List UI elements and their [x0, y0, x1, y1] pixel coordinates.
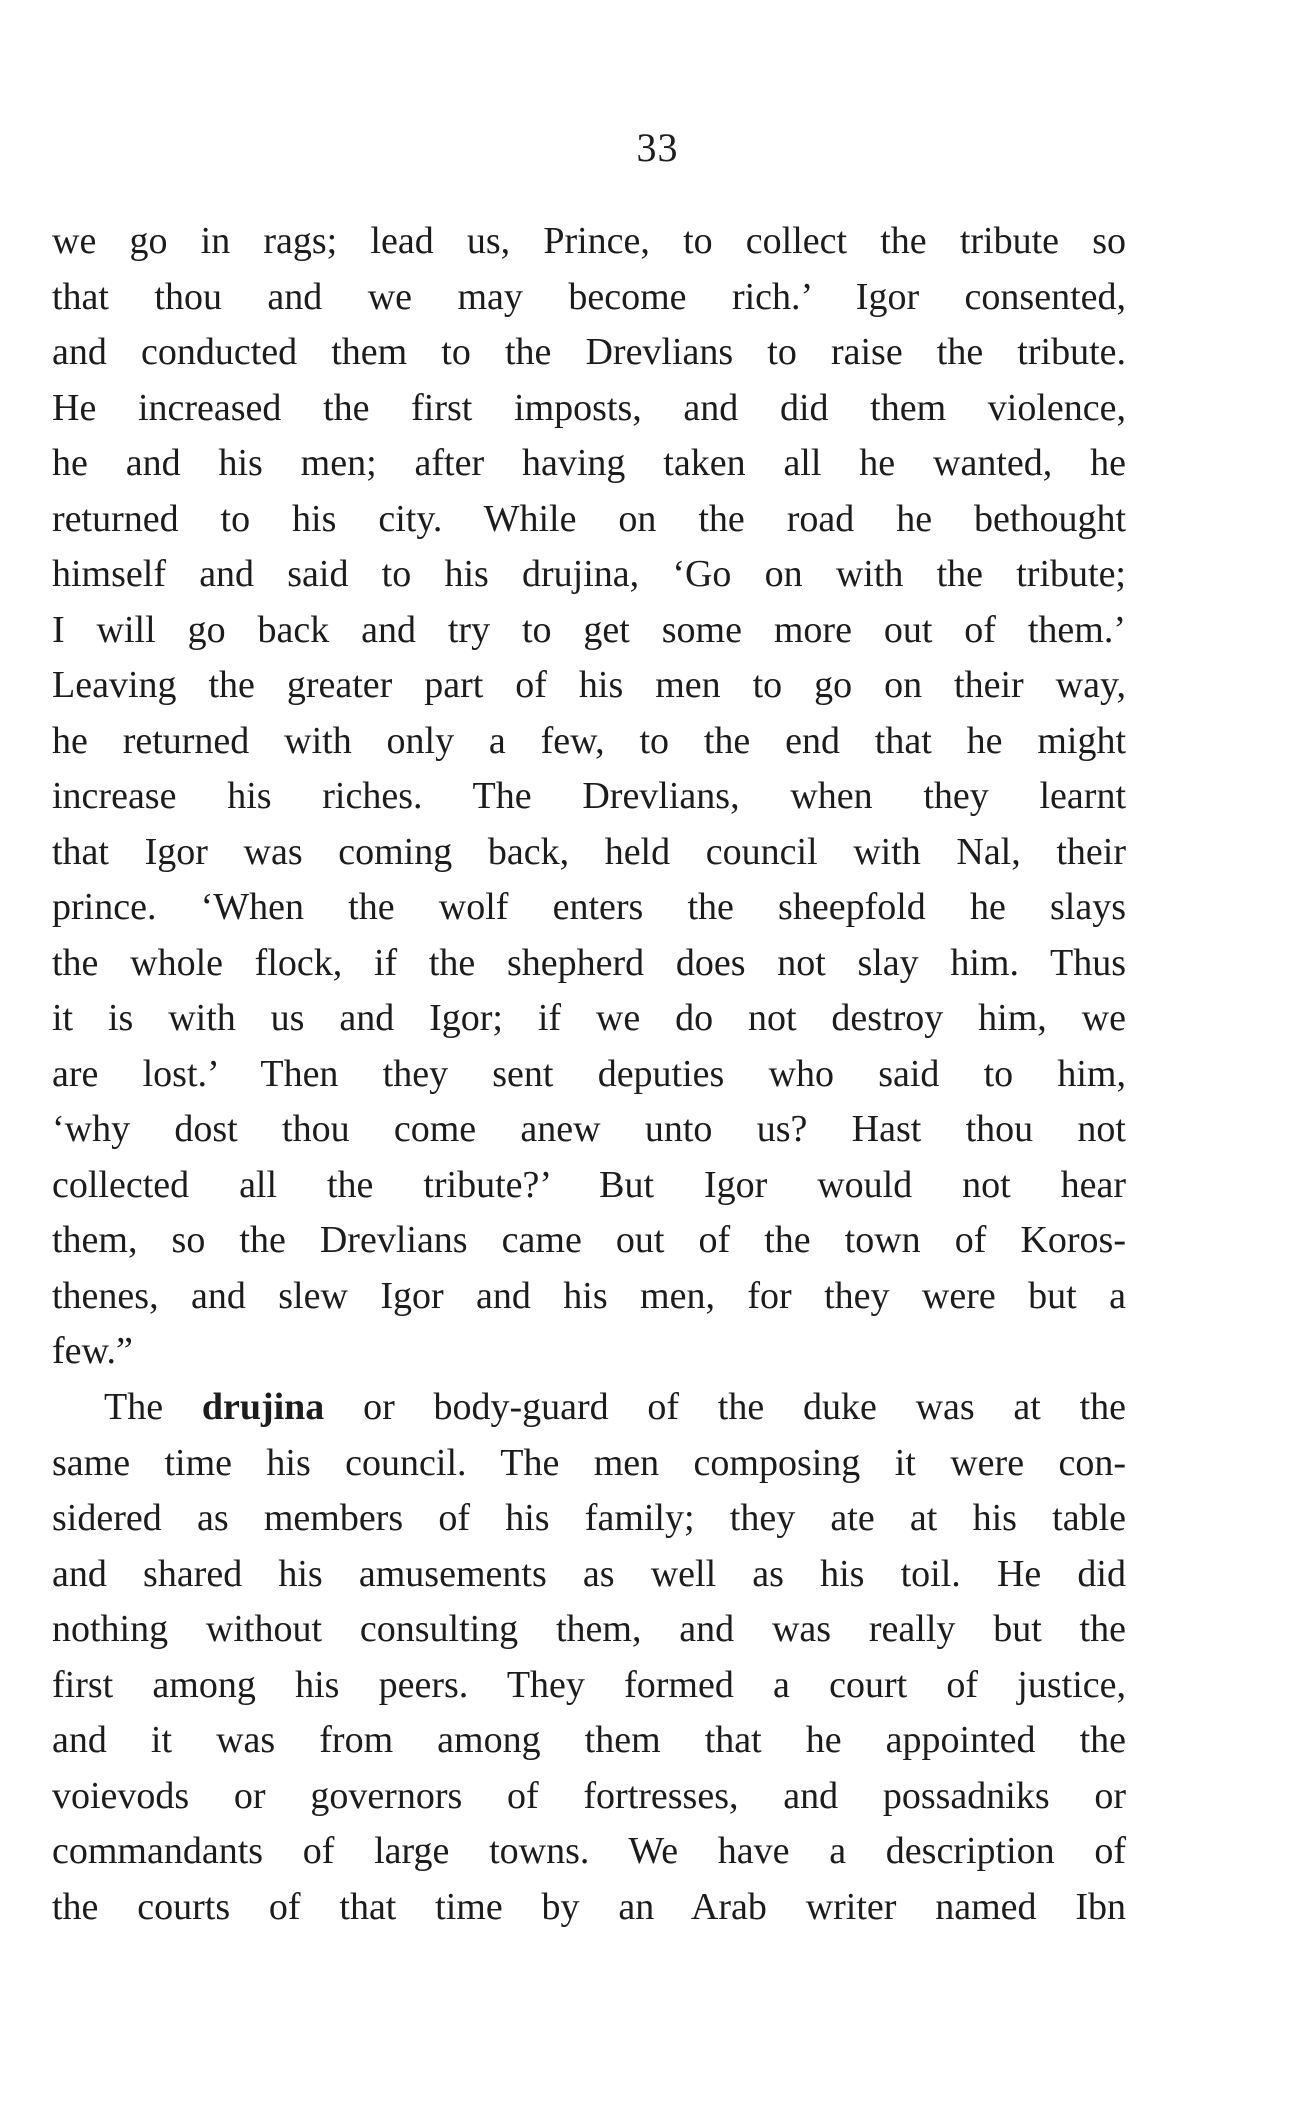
text-line: that thou and we may become rich.’ Igor consented, [52, 275, 1126, 318]
text-line: and it was from among them that he appointed the [52, 1719, 1126, 1761]
text-line: it is with us and Igor; if we do not destroy him, we [52, 997, 1126, 1039]
text-line: nothing without consulting them, and was really but the [52, 1608, 1126, 1650]
text-line: Leaving the greater part of his men to go on their way, [52, 664, 1126, 706]
text-line: are lost.’ Then they sent deputies who said to him, [52, 1052, 1126, 1095]
text-line: himself and said to his drujina, ‘Go on with the tribute; [52, 553, 1126, 595]
text-line: he returned with only a few, to the end that he might [52, 719, 1126, 762]
text-line: returned to his city. While on the road he bethought [52, 497, 1126, 540]
text-line: few.” [52, 1330, 133, 1372]
text-line: that Igor was coming back, held council with Nal, their [52, 830, 1126, 873]
paragraph-two [52, 1380, 1126, 1935]
text-line: ‘why dost thou come anew unto us? Hast thou not [52, 1108, 1126, 1150]
text-line: we go in rags; lead us, Prince, to collect the tribute so [52, 220, 1126, 262]
text-line: voievods or governors of fortresses, and possadniks or [52, 1774, 1126, 1817]
text-line: same time his council. The men composing it were con- [52, 1441, 1126, 1484]
text-run: The [104, 1386, 164, 1428]
text-line: I will go back and try to get some more out of them.’ [52, 608, 1126, 651]
text-line: collected all the tribute?’ But Igor would not hear [52, 1163, 1126, 1206]
paragraph-one [52, 214, 1126, 1380]
text-line: commandants of large towns. We have a description of [52, 1830, 1126, 1872]
text-line: He increased the first imposts, and did them violence, [52, 386, 1126, 429]
text-line: prince. ‘When the wolf enters the sheepfold he slays [52, 886, 1126, 928]
text-line: and shared his amusements as well as his toil. He did [52, 1552, 1126, 1595]
text-line: sidered as members of his family; they ate at his table [52, 1497, 1126, 1539]
text-line: and conducted them to the Drevlians to raise the tribute. [52, 331, 1126, 373]
text-run: or body-guard of the duke was at the [363, 1386, 1127, 1428]
text-line: he and his men; after having taken all he wanted, he [52, 442, 1126, 484]
text-line: them, so the Drevlians came out of the town of Koros- [52, 1219, 1126, 1261]
text-line: the courts of that time by an Arab writer named Ibn [52, 1885, 1126, 1928]
page-number: 33 [636, 125, 679, 170]
emphasized-term: drujina [201, 1386, 325, 1428]
text-line: the whole flock, if the shepherd does not slay him. Thus [52, 941, 1126, 984]
text-line: first among his peers. They formed a court of justice, [52, 1663, 1126, 1706]
text-line: increase his riches. The Drevlians, when they learnt [52, 775, 1126, 817]
text-line: thenes, and slew Igor and his men, for they were but a [52, 1274, 1126, 1317]
text-line-first [52, 1380, 1126, 1436]
